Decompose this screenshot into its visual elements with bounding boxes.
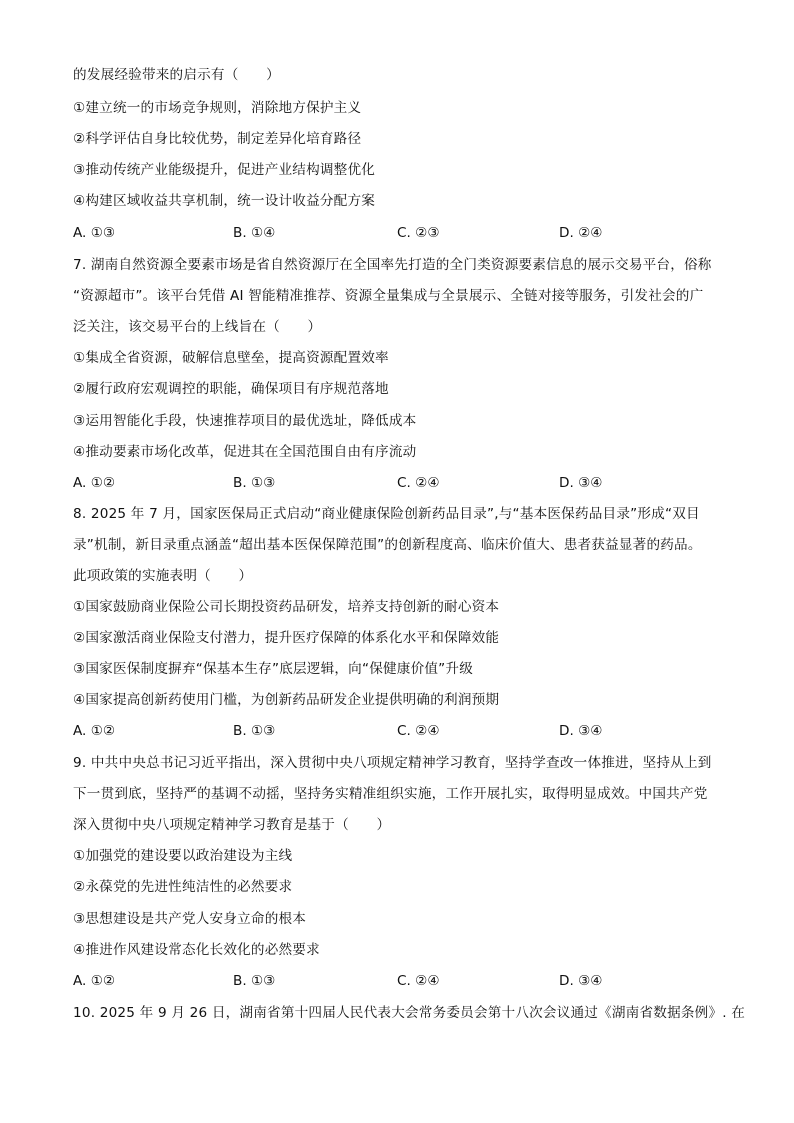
- q8-stem-line-2: 录”机制，新目录重点涵盖“超出基本医保保障范围”的创新程度高、临床价值大、患者获益显著的药品。: [73, 537, 702, 553]
- q8-options: [73, 722, 733, 740]
- q7-item-3: ③运用智能化手段，快速推荐项目的最优选址，降低成本: [73, 413, 417, 429]
- q9-item-4: ④推进作风建设常态化长效化的必然要求: [73, 942, 320, 958]
- q9-item-1: ①加强党的建设要以政治建设为主线: [73, 848, 293, 864]
- q9-stem-line-2: 下一贯到底，坚持严的基调不动摇，坚持务实精准组织实施，工作开展扎实，取得明显成效。中国共产党: [73, 786, 708, 802]
- q7-stem-line-2: “资源超市”。该平台凭借 AI 智能精准推荐、资源全量集成与全景展示、全链对接等服务，引发社会的广: [73, 288, 704, 304]
- q7-option-c[interactable]: C. ②④: [397, 475, 440, 491]
- q6-item-4: ④构建区域收益共享机制，统一设计收益分配方案: [73, 193, 376, 209]
- q7-option-a[interactable]: A. ①②: [73, 475, 116, 491]
- q9-options: [73, 972, 733, 990]
- q8-item-4: ④国家提高创新药使用门槛，为创新药品研发企业提供明确的利润预期: [73, 692, 500, 708]
- q7-stem-line-3: 泛关注，该交易平台的上线旨在（ ）: [73, 319, 322, 335]
- q9-option-c[interactable]: C. ②④: [397, 973, 440, 989]
- q7-item-1: ①集成全省资源，破解信息壁垒，提高资源配置效率: [73, 350, 389, 366]
- q6-item-1: ①建立统一的市场竞争规则，消除地方保护主义: [73, 100, 362, 116]
- q6-stem-end: 的发展经验带来的启示有（ ）: [73, 67, 280, 83]
- q7-option-b[interactable]: B. ①③: [233, 475, 276, 491]
- q6-option-b[interactable]: B. ①④: [233, 225, 276, 241]
- q9-item-3: ③思想建设是共产党人安身立命的根本: [73, 911, 307, 927]
- q6-option-c[interactable]: C. ②③: [397, 225, 440, 241]
- q8-option-b[interactable]: B. ①③: [233, 723, 276, 739]
- q6-option-d[interactable]: D. ②④: [559, 225, 603, 241]
- q8-option-c[interactable]: C. ②④: [397, 723, 440, 739]
- q7-option-d[interactable]: D. ③④: [559, 475, 603, 491]
- q8-option-a[interactable]: A. ①②: [73, 723, 116, 739]
- q8-item-1: ①国家鼓励商业保险公司长期投资药品研发，培养支持创新的耐心资本: [73, 599, 500, 615]
- q7-stem-line-1: 7. 湖南自然资源全要素市场是省自然资源厅在全国率先打造的全门类资源要素信息的展示交易平台，俗称: [73, 257, 712, 273]
- q9-stem-line-3: 深入贯彻中央八项规定精神学习教育是基于（ ）: [73, 817, 391, 833]
- q8-item-2: ②国家激活商业保险支付潜力，提升医疗保障的体系化水平和保障效能: [73, 630, 500, 646]
- q7-item-2: ②履行政府宏观调控的职能，确保项目有序规范落地: [73, 381, 389, 397]
- q9-stem-line-1: 9. 中共中央总书记习近平指出，深入贯彻中央八项规定精神学习教育，坚持学查改一体推进，坚持从上到: [73, 755, 712, 771]
- q9-option-b[interactable]: B. ①③: [233, 973, 276, 989]
- q7-options: [73, 474, 733, 492]
- q6-options: [73, 224, 733, 242]
- q8-stem-line-1: 8. 2025 年 7 月，国家医保局正式启动“商业健康保险创新药品目录”,与“基本医保药品目录”形成“双目: [73, 506, 700, 522]
- q6-item-2: ②科学评估自身比较优势，制定差异化培育路径: [73, 131, 362, 147]
- q7-item-4: ④推动要素市场化改革，促进其在全国范围自由有序流动: [73, 444, 417, 460]
- q9-item-2: ②永葆党的先进性纯洁性的必然要求: [73, 879, 293, 895]
- q8-item-3: ③国家医保制度摒弃“保基本生存”底层逻辑，向“保健康价值”升级: [73, 661, 473, 677]
- q6-option-a[interactable]: A. ①③: [73, 225, 116, 241]
- q9-option-a[interactable]: A. ①②: [73, 973, 116, 989]
- q8-option-d[interactable]: D. ③④: [559, 723, 603, 739]
- q8-stem-line-3: 此项政策的实施表明（ ）: [73, 568, 253, 584]
- q9-option-d[interactable]: D. ③④: [559, 973, 603, 989]
- q10-stem-line-1: 10. 2025 年 9 月 26 日，湖南省第十四届人民代表大会常务委员会第十八次会议通过《湖南省数据条例》. 在: [73, 1005, 746, 1021]
- q6-item-3: ③推动传统产业能级提升，促进产业结构调整优化: [73, 162, 376, 178]
